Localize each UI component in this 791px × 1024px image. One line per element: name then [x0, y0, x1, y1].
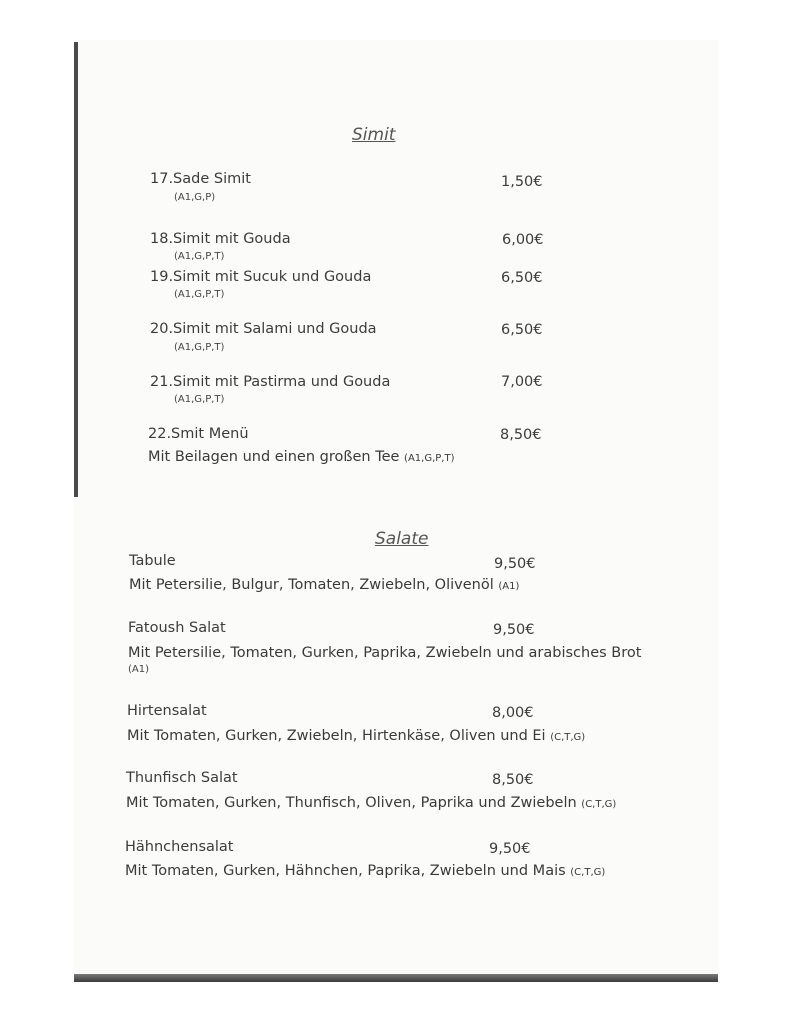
salate-heading: Salate	[375, 529, 429, 549]
simit-heading: Simit	[352, 125, 396, 145]
simit-item-price: 7,00€	[501, 374, 543, 390]
salad-item-price: 9,50€	[494, 556, 536, 572]
salad-item-name: Tabule	[129, 553, 176, 569]
simit-item-allergens: (A1,G,P,T)	[174, 251, 225, 262]
simit-item-price: 6,50€	[501, 270, 543, 286]
salad-item-name: Thunfisch Salat	[126, 770, 238, 786]
simit-item-name: 20.Simit mit Salami und Gouda	[150, 321, 377, 337]
simit-item-allergens: (A1,G,P,T)	[174, 289, 225, 300]
simit-item-price: 1,50€	[501, 174, 543, 190]
salad-item-description: Mit Petersilie, Bulgur, Tomaten, Zwiebeln, Olivenöl (A1)	[129, 577, 520, 593]
simit-item-name: 22.Smit Menü	[148, 426, 249, 442]
salad-item-description: Mit Tomaten, Gurken, Zwiebeln, Hirtenkäse, Oliven und Ei (C,T,G)	[127, 728, 586, 744]
simit-item-price: 8,50€	[500, 427, 542, 443]
simit-item-description: Mit Beilagen und einen großen Tee (A1,G,P,T)	[148, 449, 455, 465]
scan-left-edge	[74, 42, 78, 497]
salad-item-name: Hirtensalat	[127, 703, 207, 719]
salad-item-price: 8,50€	[492, 772, 534, 788]
salad-item-description: Mit Tomaten, Gurken, Hähnchen, Paprika, Zwiebeln und Mais (C,T,G)	[125, 863, 606, 879]
simit-item-name: 21.Simit mit Pastirma und Gouda	[150, 374, 391, 390]
simit-item-name: 17.Sade Simit	[150, 171, 251, 187]
simit-item-price: 6,50€	[501, 322, 543, 338]
salad-item-price: 8,00€	[492, 705, 534, 721]
simit-item-allergens: (A1,G,P)	[174, 192, 216, 203]
scan-bottom-edge	[74, 974, 718, 982]
simit-item-name: 19.Simit mit Sucuk und Gouda	[150, 269, 372, 285]
simit-item-price: 6,00€	[502, 232, 544, 248]
salad-item-name: Fatoush Salat	[128, 620, 226, 636]
salad-item-description: Mit Tomaten, Gurken, Thunfisch, Oliven, Paprika und Zwiebeln (C,T,G)	[126, 795, 617, 811]
salad-item-price: 9,50€	[493, 622, 535, 638]
salad-item-price: 9,50€	[489, 841, 531, 857]
salad-item-name: Hähnchensalat	[125, 839, 234, 855]
simit-item-name: 18.Simit mit Gouda	[150, 231, 291, 247]
salad-item-allergens: (A1)	[128, 664, 150, 675]
simit-item-allergens: (A1,G,P,T)	[174, 394, 225, 405]
salad-item-description: Mit Petersilie, Tomaten, Gurken, Paprika, Zwiebeln und arabisches Brot	[128, 645, 642, 661]
simit-item-allergens: (A1,G,P,T)	[174, 342, 225, 353]
